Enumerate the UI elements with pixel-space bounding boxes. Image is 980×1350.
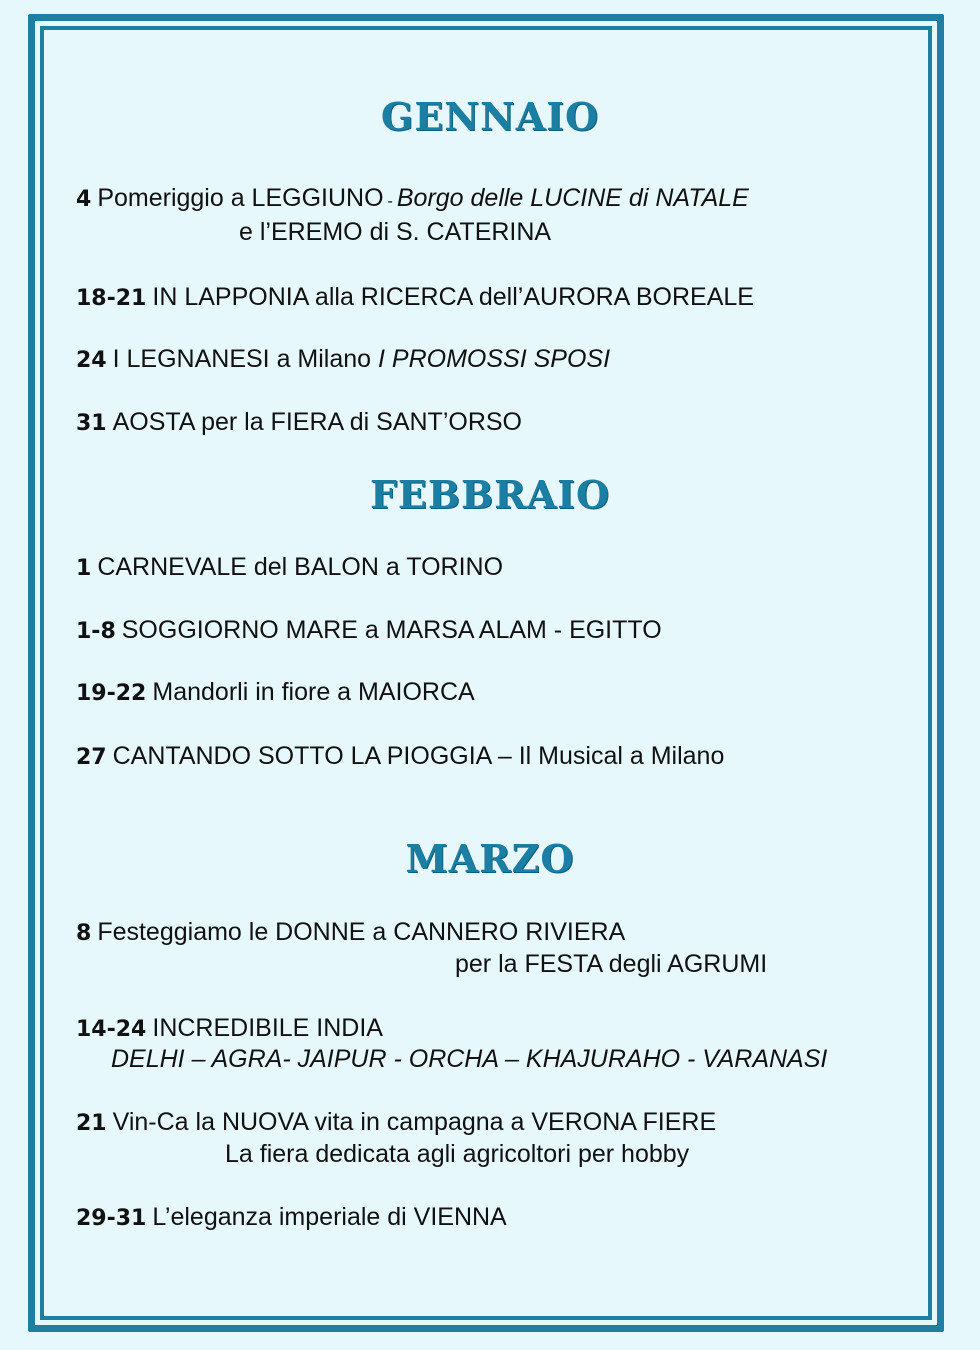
event-text: IN LAPPONIA alla RICERCA dell’AURORA BOREALE: [152, 283, 754, 311]
event-item: [76, 616, 662, 645]
event-date: 29-31: [76, 1206, 147, 1231]
event-text: Pomeriggio a LEGGIUNO: [97, 184, 384, 212]
event-date: 21: [76, 1111, 107, 1136]
month-heading-febbraio: FEBBRAIO: [369, 472, 611, 517]
event-item: [76, 1014, 383, 1043]
event-date: 14-24: [76, 1017, 147, 1042]
event-text: CANTANDO SOTTO LA PIOGGIA – Il Musical a Milano: [112, 742, 725, 770]
event-item: [76, 742, 724, 771]
event-text: I LEGNANESI a Milano: [112, 345, 372, 373]
event-item: [76, 553, 503, 582]
event-item: [76, 918, 625, 947]
event-text: AOSTA per la FIERA di SANT’ORSO: [112, 408, 522, 436]
event-date: 24: [76, 348, 107, 373]
event-item: [76, 1108, 716, 1137]
event-item: [76, 408, 522, 437]
event-item: [76, 283, 754, 312]
event-date: 27: [76, 745, 107, 770]
event-date: 19-22: [76, 681, 147, 706]
month-heading-gennaio: GENNAIO: [380, 94, 600, 139]
event-text: Mandorli in fiore a MAIORCA: [152, 678, 475, 706]
event-date: 8: [76, 921, 92, 946]
event-text: INCREDIBILE INDIA: [152, 1014, 383, 1042]
event-date: 4: [76, 187, 92, 212]
event-italic: Borgo delle LUCINE di NATALE: [396, 184, 749, 212]
event-item: [76, 184, 749, 213]
event-item: [76, 345, 610, 374]
event-continuation: La fiera dedicata agli agricoltori per hobby: [225, 1140, 690, 1168]
event-text: SOGGIORNO MARE a MARSA ALAM - EGITTO: [121, 616, 662, 644]
event-date: 18-21: [76, 286, 147, 311]
event-text: Vin-Ca la NUOVA vita in campagna a VERONA FIERE: [112, 1108, 717, 1136]
event-item: [76, 678, 475, 707]
event-continuation: per la FESTA degli AGRUMI: [455, 950, 768, 978]
event-continuation: e l’EREMO di S. CATERINA: [239, 218, 552, 246]
event-date: 1-8: [76, 619, 116, 644]
event-text: L’eleganza imperiale di VIENNA: [152, 1203, 507, 1231]
event-text: Festeggiamo le DONNE a CANNERO RIVIERA: [97, 918, 626, 946]
event-continuation: DELHI – AGRA- JAIPUR - ORCHA – KHAJURAHO - VARANASI: [111, 1045, 828, 1073]
event-item: [76, 1203, 507, 1232]
event-date: 31: [76, 411, 107, 436]
event-separator: -: [387, 193, 393, 210]
event-text: CARNEVALE del BALON a TORINO: [97, 553, 504, 581]
event-date: 1: [76, 556, 92, 581]
month-heading-marzo: MARZO: [405, 836, 575, 881]
event-italic: I PROMOSSI SPOSI: [378, 345, 611, 373]
